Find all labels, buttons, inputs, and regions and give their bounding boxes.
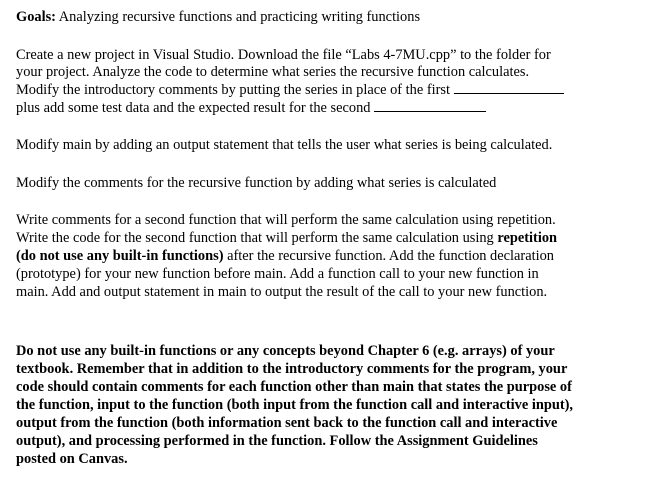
repetition-emphasis: repetition bbox=[497, 230, 558, 246]
paragraph4-line4: (prototype) for your new function before main. Add a function call to your new function in bbox=[16, 266, 539, 282]
notice-line1: Do not use any built-in functions or any concepts beyond Chapter 6 (e.g. arrays) of your bbox=[16, 343, 555, 359]
paragraph4-line3-text: after the recursive function. Add the function declaration bbox=[223, 248, 554, 264]
paragraph-modify-comments: Modify the comments for the recursive function by adding what series is calculated bbox=[16, 175, 497, 191]
paragraph1-line1: Create a new project in Visual Studio. Download the file “Labs 4-7MU.cpp” to the folder for bbox=[16, 47, 551, 63]
paragraph1-line3-text: Modify the introductory comments by putting the series in place of the first bbox=[16, 82, 451, 98]
paragraph4-line5: main. Add and output statement in main to output the result of the call to your new function. bbox=[16, 284, 548, 300]
goals-label: Goals: bbox=[16, 9, 56, 25]
paragraph4-line2 bbox=[16, 230, 557, 247]
paragraph4-line2-text: Write the code for the second function that will perform the same calculation using bbox=[16, 230, 498, 246]
notice-line7: posted on Canvas. bbox=[16, 451, 128, 467]
notice-line6: output), and processing performed in the function. Follow the Assignment Guidelines bbox=[16, 433, 538, 449]
paragraph1-line2: your project. Analyze the code to determine what series the recursive function calculates. bbox=[16, 64, 530, 80]
paragraph-modify-main: Modify main by adding an output statement that tells the user what series is being calculated. bbox=[16, 137, 553, 153]
paragraph4-line1: Write comments for a second function that will perform the same calculation using repetition. bbox=[16, 212, 556, 228]
goals-line bbox=[16, 9, 420, 26]
paragraph1-line3 bbox=[16, 81, 564, 99]
paragraph1-line4-text: plus add some test data and the expected result for the second bbox=[16, 100, 371, 116]
goals-text: Analyzing recursive functions and practicing writing functions bbox=[55, 9, 421, 25]
notice-line3: code should contain comments for each function other than main that states the purpose of bbox=[16, 379, 572, 395]
fill-in-blank-second bbox=[374, 99, 486, 112]
fill-in-blank-first bbox=[454, 81, 564, 94]
notice-line4: the function, input to the function (both input from the function call and interactive input), bbox=[16, 397, 574, 413]
no-builtin-emphasis: (do not use any built-in functions) bbox=[16, 248, 224, 264]
paragraph1-line4 bbox=[16, 99, 486, 117]
notice-line2: textbook. Remember that in addition to the introductory comments for the program, your bbox=[16, 361, 568, 377]
paragraph4-line3 bbox=[16, 248, 554, 265]
notice-line5: output from the function (both information sent back to the function call and interactive bbox=[16, 415, 558, 431]
